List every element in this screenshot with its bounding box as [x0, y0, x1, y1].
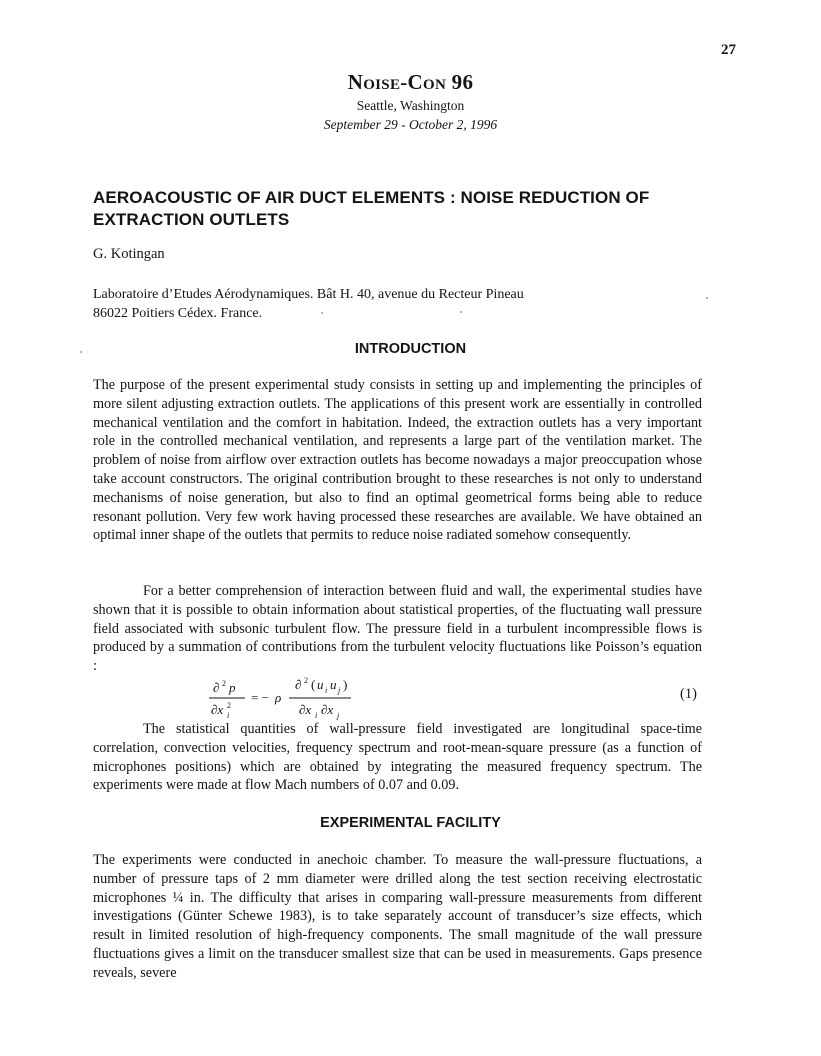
svg-text:p: p: [229, 680, 236, 695]
svg-text:u: u: [317, 677, 324, 692]
svg-text:i: i: [227, 711, 230, 720]
conference-location: Seattle, Washington: [356, 98, 465, 113]
svg-text:∂: ∂: [295, 677, 302, 692]
affiliation-line-1: Laboratoire d’Etudes Aérodynamiques. Bât H. 40, avenue du Recteur Pineau: [93, 287, 524, 302]
scan-speck: [80, 351, 82, 353]
author-name: G. Kotingan: [93, 246, 165, 262]
poisson-equation: [205, 676, 405, 726]
svg-text:u: u: [330, 677, 337, 692]
conference-name: Noise-Con 96: [347, 70, 474, 94]
svg-text:∂: ∂: [213, 680, 220, 695]
affiliation-line-2: 86022 Poitiers Cédex. France.: [93, 306, 263, 321]
introduction-paragraph-2: For a better comprehension of interaction between fluid and wall, the experimental studies have shown that it is possible to obtain information about statistical properties, of the fluctuating wall pressure field associated with subsonic turbulent flow. The pressure field in a turbulent incompressible flows is produced by a summation of contributions from the turbulent velocity fluctuations like Poisson’s equation :: [93, 583, 702, 675]
section-heading-introduction: INTRODUCTION: [354, 341, 467, 357]
svg-text:2: 2: [304, 676, 308, 685]
affiliation: [93, 285, 524, 323]
scan-speck: [460, 311, 462, 313]
paper-title: AEROACOUSTIC OF AIR DUCT ELEMENTS : NOISE REDUCTION OF EXTRACTION OUTLETS: [93, 188, 650, 229]
introduction-paragraph-1: The purpose of the present experimental study consists in setting up and implementing the principles of more silent adjusting extraction outlets. The applications of this present work are essentially in controlled mechanical ventilation and the comfort in habitation. Indeed, the extraction outlets has a very important role in the controlled mechanical ventilation, and represents a large part of the ventilation market. The problem of noise from airflow over extraction outlets has become nowadays a major preoccupation whose take account constructors. The original contribution brought to these researches is not only to understand mechanisms of noise generation, but also to find an optimal geometrical forms being able to reduce resonant pollution. Very few work having processed these researches are available. We have obtained an optimal inner shape of the outlets that permits to reduce noise radiated somehow consequently.: [93, 377, 702, 544]
svg-text:ρ: ρ: [275, 690, 282, 705]
page-number: 27: [721, 42, 736, 58]
scan-speck: [706, 297, 708, 299]
svg-text:j: j: [337, 711, 340, 720]
section-heading-experimental-facility: EXPERIMENTAL FACILITY: [320, 815, 501, 831]
svg-text:∂x: ∂x: [299, 702, 312, 717]
svg-text:2: 2: [222, 679, 226, 688]
svg-text:i: i: [325, 686, 328, 695]
svg-text:): ): [343, 677, 348, 692]
svg-text:= −: = −: [251, 690, 269, 705]
conference-dates: September 29 - October 2, 1996: [323, 117, 498, 132]
svg-text:i: i: [315, 711, 318, 720]
scan-speck: [321, 312, 323, 314]
experimental-facility-paragraph-1: The experiments were conducted in anechoic chamber. To measure the wall-pressure fluctuations, a number of pressure taps of 2 mm diameter were drilled along the test section receiving electrostatic microphones ¼ in. The difficulty that arises in comparing wall-pressure measurements from different investigations (Günter Schewe 1983), is to take separately account of transducer’s size effects, which result in limited resolution of high-frequency components. The small magnitude of the wall pressure fluctuations gives a limit on the transducer smallest size that can be used in measurements. Gaps presence reveals, severe: [93, 852, 702, 981]
svg-text:(: (: [311, 677, 316, 692]
svg-text:j: j: [338, 686, 341, 695]
introduction-paragraph-3: The statistical quantities of wall-pressure field investigated are longitudinal space-time correlation, convection velocities, frequency spectrum and root-mean-square pressure (as a function of microphones positions) which are obtained by integrating the measured frequency spectrum. The experiments were made at flow Mach numbers of 0.07 and 0.09.: [93, 721, 702, 794]
svg-text:∂x: ∂x: [321, 702, 334, 717]
svg-text:2: 2: [227, 701, 231, 710]
equation-number: (1): [680, 686, 697, 702]
svg-text:∂x: ∂x: [211, 702, 224, 717]
